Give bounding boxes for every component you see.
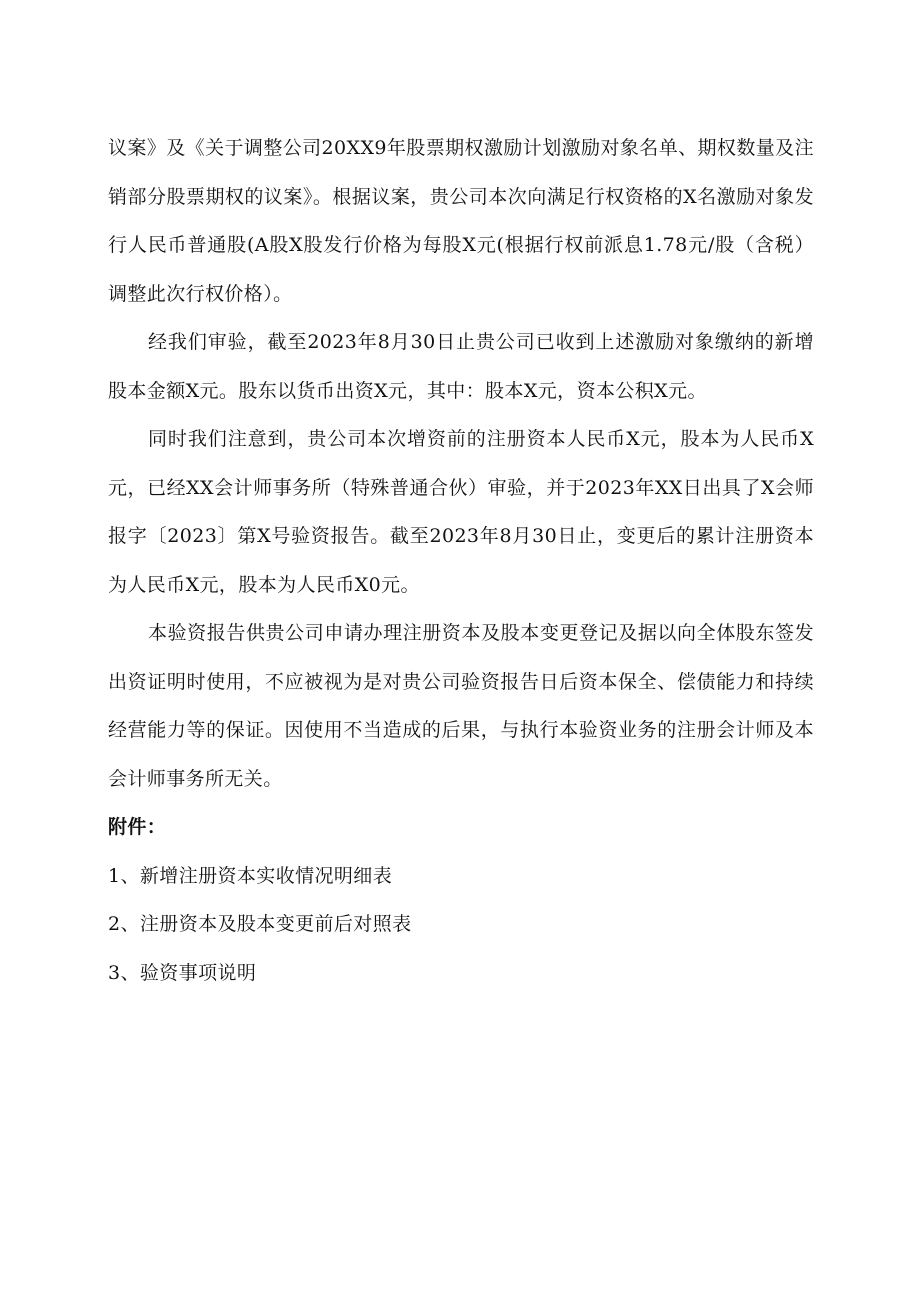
attachments-heading: 附件： bbox=[108, 816, 167, 838]
paragraph-prior-capital: 同时我们注意到，贵公司本次增资前的注册资本人民币X元，股本为人民币X元，已经XX会计师事务所（特殊普通合伙）审验，并于2023年XX日出具了X会师报字〔2023〕第X号验资报告。截至2023年8月30日止，变更后的累计注册资本为人民币X元，股本为人民币X0元。 bbox=[108, 428, 814, 596]
attachment-item: 3、验资事项说明 bbox=[108, 961, 257, 984]
attachment-item: 1、新增注册资本实收情况明细表 bbox=[108, 864, 393, 887]
attachment-item: 2、注册资本及股本变更前后对照表 bbox=[108, 913, 412, 935]
paragraph-usage-disclaimer: 本验资报告供贵公司申请办理注册资本及股本变更登记及据以向全体股东签发出资证明时使用，不应被视为是对贵公司验资报告日后资本保全、偿债能力和持续经营能力等的保证。因使用不当造成的后果，与执行本验资业务的注册会计师及本会计师事务所无关。 bbox=[108, 622, 814, 790]
paragraph-capital-received: 经我们审验，截至2023年8月30日止贵公司已收到上述激励对象缴纳的新增股本金额X元。股东以货币出资X元，其中：股本X元，资本公积X元。 bbox=[108, 331, 814, 402]
report-body bbox=[108, 124, 814, 997]
paragraph-resolution: 议案》及《关于调整公司20XX9年股票期权激励计划激励对象名单、期权数量及注销部分股票期权的议案》。根据议案，贵公司本次向满足行权资格的X名激励对象发行人民币普通股(A股X股发行价格为每股X元(根据行权前派息1.78元/股（含税）调整此次行权价格）。 bbox=[108, 137, 814, 305]
